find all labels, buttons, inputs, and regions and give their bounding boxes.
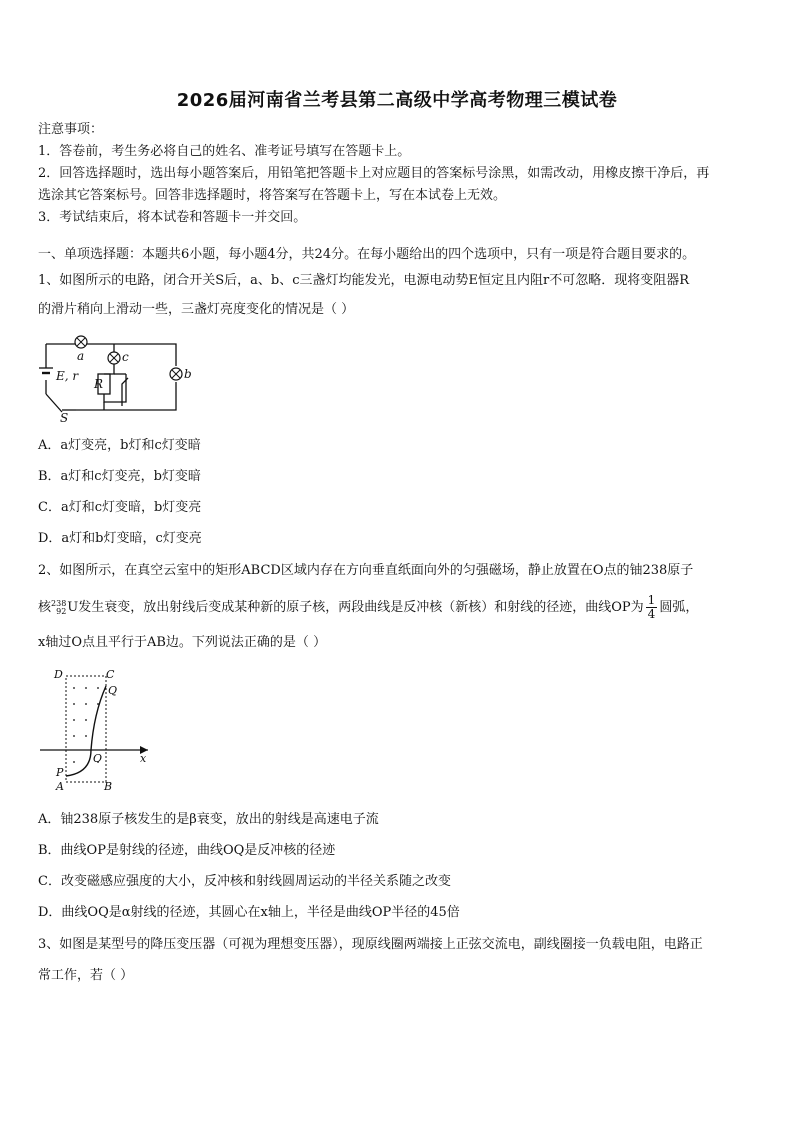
quarter-fraction [646,594,658,621]
q1-stem-line-2: 的滑片稍向上滑动一些，三盏灯亮度变化的情况是（ ） [38,302,355,317]
q1-label-a: a [77,349,85,363]
q2-stem-line-2-mid: U发生衰变，放出射线后变成某种新的原子核，两段曲线是反冲核（新核）和射线的径迹，曲线OP为 [67,600,644,615]
q2-cloud-chamber-diagram [36,664,166,794]
q3-stem-line-1: 3、如图是某型号的降压变压器（可视为理想变压器），现原线圈两端接上正弦交流电，副线圈接一负载电阻，电路正 [38,937,703,952]
q1-label-c: c [122,350,129,364]
q2-stem-line-3: x轴过O点且平行于AB边。下列说法正确的是（ ） [38,635,327,650]
exam-title: 2026届河南省兰考县第二高级中学高考物理三模试卷 [176,90,618,111]
q2-label-o: O [93,752,103,765]
notice-item-1: 1．答卷前，考生务必将自己的姓名、准考证号填写在答题卡上。 [38,144,411,159]
q2-option-c: C．改变磁感应强度的大小，反冲核和射线圆周运动的半径关系随之改变 [38,874,451,889]
notice-heading: 注意事项： [38,122,104,137]
q2-option-d: D．曲线OQ是α射线的径迹，其圆心在x轴上，半径是曲线OP半径的45倍 [38,905,460,920]
q2-label-p: P [56,766,64,779]
q1-option-d: D．a灯和b灯变暗，c灯变亮 [38,531,202,546]
q2-stem-line-2-pre: 核 [38,600,52,615]
fraction-denominator: 4 [647,607,656,621]
q1-label-r: R [94,377,104,391]
uranium-mass-number: 238 [51,598,67,608]
q3-stem-line-2: 常工作，若（ ） [38,968,134,983]
q2-label-q: Q [108,684,118,697]
uranium-atomic-number: 92 [56,606,67,616]
q1-option-b: B．a灯和c灯变亮，b灯变暗 [38,469,201,484]
q2-label-d: D [54,668,63,681]
q1-label-s: S [60,411,69,425]
q2-stem-line-2 [38,594,698,621]
q2-option-b: B．曲线OP是射线的径迹，曲线OQ是反冲核的径迹 [38,843,336,858]
q2-label-a: A [56,780,64,793]
q1-stem-line-1: 1、如图所示的电路，闭合开关S后，a、b、c三盏灯均能发光，电源电动势E恒定且内阻r不可忽略．现将变阻器R [38,273,690,288]
q1-circuit-diagram [36,330,196,426]
q2-option-a: A．铀238原子核发生的是β衰变，放出的射线是高速电子流 [38,812,379,827]
q2-label-c: C [106,668,115,681]
section-1-heading: 一、单项选择题：本题共6小题，每小题4分，共24分。在每小题给出的四个选项中，只有一项是符合题目要求的。 [38,247,696,262]
q1-option-a: A．a灯变亮，b灯和c灯变暗 [38,438,201,453]
uranium-isotope-notation [51,600,66,616]
q1-option-c: C．a灯和c灯变暗，b灯变亮 [38,500,202,515]
notice-item-2-cont: 选涂其它答案标号。回答非选择题时，将答案写在答题卡上，写在本试卷上无效。 [38,188,507,203]
fraction-numerator: 1 [647,593,656,607]
q1-label-b: b [184,367,192,381]
q2-stem-line-1: 2、如图所示，在真空云室中的矩形ABCD区域内存在方向垂直纸面向外的匀强磁场，静止放置在O点的铀238原子 [38,563,694,578]
q2-label-b: B [104,780,113,793]
q2-label-x: x [140,752,147,765]
q2-stem-line-2-post: 圆弧， [659,600,699,615]
notice-item-2: 2．回答选择题时，选出每小题答案后，用铅笔把答题卡上对应题目的答案标号涂黑，如需改动，用橡皮擦干净后，再 [38,166,710,181]
q1-label-er: E, r [56,369,79,383]
notice-item-3: 3．考试结束后，将本试卷和答题卡一并交回。 [38,210,307,225]
